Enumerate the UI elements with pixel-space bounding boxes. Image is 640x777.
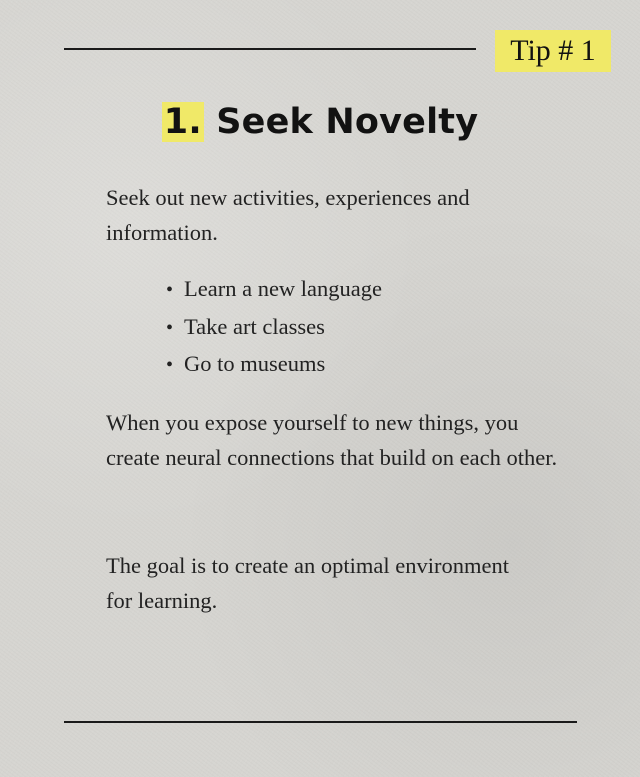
- body-paragraph-1: When you expose yourself to new things, you create neural connections that build on each other.: [106, 410, 558, 470]
- activity-list: [166, 271, 382, 384]
- title-number-highlight: 1.: [163, 102, 202, 142]
- page-title: [0, 96, 640, 148]
- title-text: Seek Novelty: [216, 102, 479, 142]
- bottom-divider: [64, 721, 577, 723]
- list-item-text: Go to museums: [184, 351, 326, 376]
- top-divider: [64, 48, 476, 50]
- list-item: [166, 346, 382, 384]
- list-item: [166, 309, 382, 347]
- list-item-text: Take art classes: [184, 313, 325, 339]
- bullet-icon: •: [166, 279, 174, 301]
- body-paragraph-2: The goal is to create an optimal environment for learning.: [106, 553, 509, 613]
- list-item: [166, 271, 382, 309]
- tip-label: Tip # 1: [510, 34, 596, 67]
- bullet-icon: •: [166, 354, 174, 376]
- list-item-text: Learn a new language: [184, 276, 383, 301]
- tip-badge: [495, 30, 611, 72]
- intro-paragraph: Seek out new activities, experiences and information.: [106, 185, 470, 245]
- bullet-icon: •: [166, 316, 174, 339]
